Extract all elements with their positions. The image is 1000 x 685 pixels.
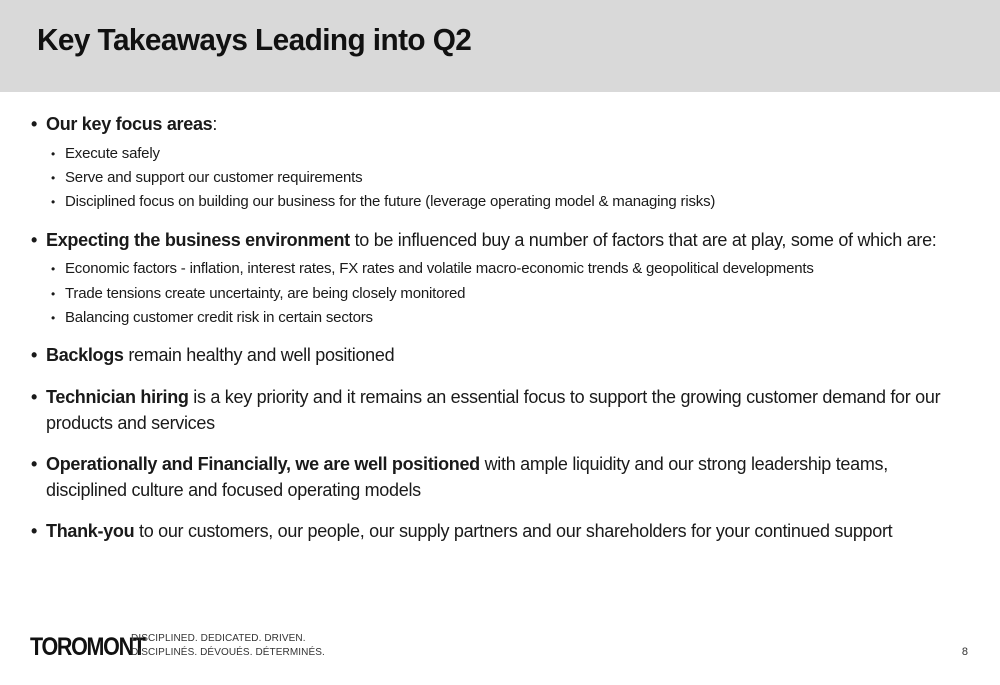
- page-number: 8: [961, 646, 968, 658]
- bullet-dot-icon: •: [31, 521, 38, 541]
- title-banner: [0, 0, 1000, 92]
- bullet-text: is a key priority and it remains an essential focus to support the growing customer demand for our products and services: [46, 387, 941, 433]
- bullet-technician-hiring: [31, 384, 961, 436]
- sub-bullet: [51, 308, 951, 328]
- bullet-business-environment: [31, 227, 961, 253]
- sub-bullet: [51, 284, 951, 304]
- sub-bullet-dot-icon: •: [51, 171, 56, 185]
- toromont-logo: TOROMONT: [30, 633, 145, 661]
- sub-bullet-dot-icon: •: [51, 262, 56, 276]
- bullet-bold-text: Our key focus areas: [46, 114, 213, 134]
- bullet-dot-icon: •: [31, 387, 38, 407]
- sub-bullet-dot-icon: •: [51, 195, 56, 209]
- bullet-bold-text: Technician hiring: [46, 387, 189, 407]
- bullet-text: with ample liquidity and our strong leadership teams, disciplined culture and focused operating models: [46, 454, 888, 500]
- bullet-operationally-financially: [31, 451, 961, 503]
- bullet-bold-text: Backlogs: [46, 345, 124, 365]
- sub-bullet-text: Trade tensions create uncertainty, are being closely monitored: [65, 285, 466, 302]
- bullet-text: to be influenced buy a number of factors that are at play, some of which are:: [349, 230, 937, 250]
- sub-bullet-dot-icon: •: [51, 311, 56, 325]
- sub-bullet: [51, 259, 951, 279]
- slide-title: Key Takeaways Leading into Q2: [37, 22, 472, 57]
- sub-bullet: [51, 192, 951, 212]
- sub-bullet-dot-icon: •: [51, 147, 56, 161]
- bullet-backlogs: [31, 342, 961, 368]
- bullet-text: :: [212, 114, 218, 134]
- footer-tagline: [131, 632, 325, 660]
- bullet-dot-icon: •: [31, 345, 38, 365]
- bullet-bold-text: Thank-you: [46, 521, 135, 541]
- bullet-dot-icon: •: [31, 230, 38, 250]
- tagline-french: DISCIPLINÉS. DÉVOUÉS. DÉTERMINÉS.: [131, 647, 325, 658]
- sub-bullet-text: Disciplined focus on building our business for the future (leverage operating model & managing risks): [65, 193, 716, 210]
- bullet-focus-areas: [31, 111, 961, 137]
- sub-bullet-text: Execute safely: [65, 145, 160, 162]
- sub-bullet: [51, 168, 951, 188]
- sub-bullet-dot-icon: •: [51, 287, 56, 301]
- bullet-thank-you: [31, 518, 961, 544]
- bullet-text: remain healthy and well positioned: [123, 345, 395, 365]
- bullet-bold-text: Operationally and Financially, we are well positioned: [46, 454, 480, 474]
- tagline-english: DISCIPLINED. DEDICATED. DRIVEN.: [131, 633, 306, 644]
- sub-bullet-text: Economic factors - inflation, interest rates, FX rates and volatile macro-economic trends & geopolitical developments: [65, 260, 814, 277]
- bullet-dot-icon: •: [31, 114, 38, 134]
- bullet-bold-text: Expecting the business environment: [46, 230, 350, 250]
- bullet-dot-icon: •: [31, 454, 38, 474]
- sub-bullet: [51, 144, 951, 164]
- bullet-text: to our customers, our people, our supply partners and our shareholders for your continued support: [134, 521, 893, 541]
- sub-bullet-text: Balancing customer credit risk in certain sectors: [65, 309, 373, 326]
- sub-bullet-text: Serve and support our customer requirements: [65, 169, 363, 186]
